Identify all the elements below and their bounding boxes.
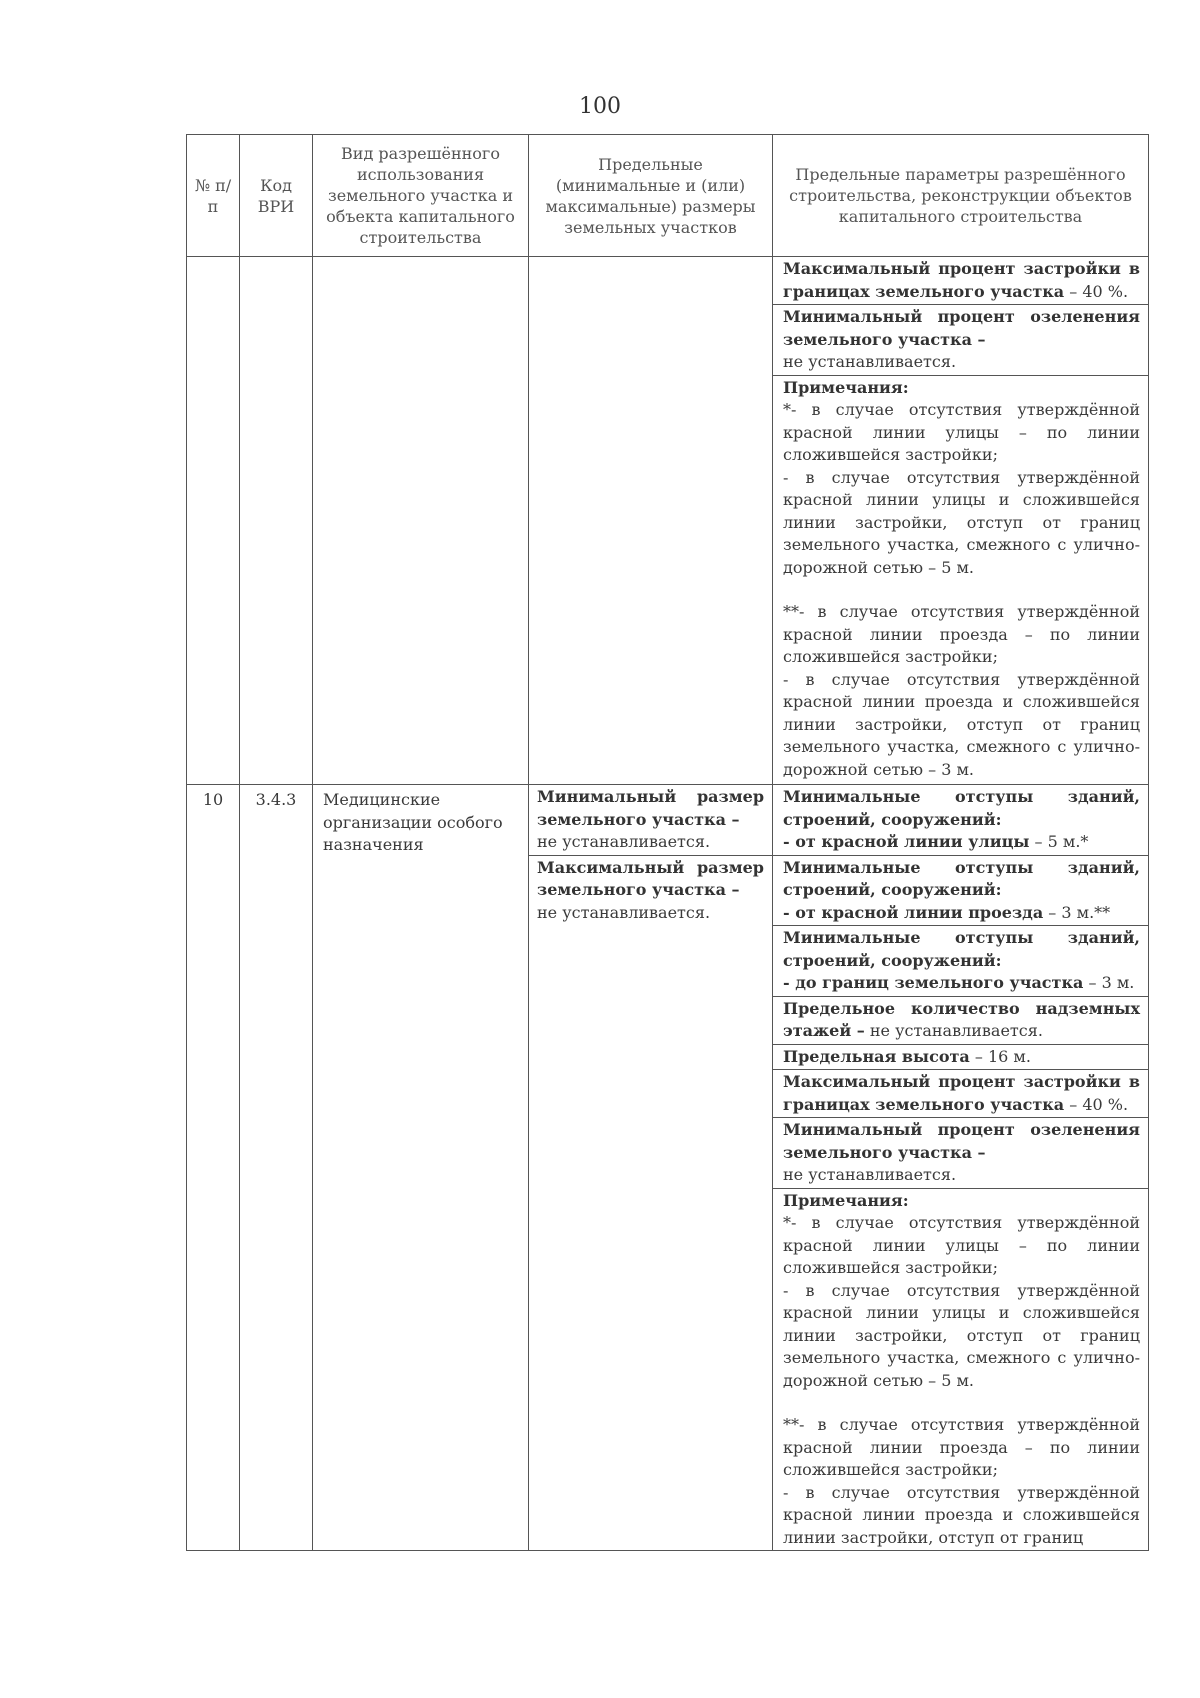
size-max: Максимальный размер земельного участка – не устанавливается. (537, 857, 764, 922)
param-notes: Примечания: *- в случае отсутствия утверждённой красной линии улицы – по линии сложившейся застройки; - в случае отсутствия утверждённой красной линии улицы и сложившейся линии застройки, отступ от границ земельного участка, смежного с улично-дорожной сетью – 5 м. **- в случае отсутствия утверждённой красной линии проезда – по линии сложившейся застройки; - в случае отсутствия утверждённой красной линии проезда и сложившейся линии застройки, отступ от границ (783, 1190, 1140, 1547)
regulations-table (186, 134, 1149, 1551)
header-code: Код ВРИ (240, 135, 313, 257)
page-number: 100 (579, 94, 621, 119)
header-row (187, 135, 1149, 257)
param-height: Предельная высота – 16 м. (773, 1045, 1148, 1071)
size-min: Минимальный размер земельного участка – не устанавливается. (529, 785, 772, 856)
cell-num-empty (187, 257, 240, 785)
param-floors: Предельное количество надземных этажей – не устанавливается. (773, 997, 1148, 1045)
header-type: Вид разрешённого использования земельного участка и объекта капитального строительства (313, 135, 529, 257)
param-offset-passage: Минимальные отступы зданий, строений, сооружений: - от красной линии проезда – 3 м.** (773, 856, 1148, 927)
param-build-percent: Максимальный процент застройки в границах земельного участка – 40 %. (773, 1070, 1148, 1118)
param-notes: Примечания: *- в случае отсутствия утверждённой красной линии улицы – по линии сложившейся застройки; - в случае отсутствия утверждённой красной линии улицы и сложившейся линии застройки, отступ от границ земельного участка, смежного с улично-дорожной сетью – 5 м. **- в случае отсутствия утверждённой красной линии проезда – по линии сложившейся застройки; - в случае отсутствия утверждённой красной линии проезда и сложившейся линии застройки, отступ от границ земельного участка, смежного с улично-дорожной сетью – 3 м. (783, 377, 1140, 779)
cell-sizes (529, 785, 773, 1551)
table-row-continued (187, 257, 1149, 785)
cell-params-continued (773, 257, 1149, 785)
param-offset-border: Минимальные отступы зданий, строений, сооружений: - до границ земельного участка – 3 м. (773, 926, 1148, 997)
param-green-percent: Минимальный процент озеленения земельного участка – не устанавливается. (773, 305, 1148, 376)
header-sizes: Предельные (минимальные и (или) максимальные) размеры земельных участков (529, 135, 773, 257)
cell-num: 10 (187, 785, 240, 1551)
header-num: № п/п (187, 135, 240, 257)
table-row-10 (187, 785, 1149, 1551)
cell-sizes-empty (529, 257, 773, 785)
cell-code: 3.4.3 (240, 785, 313, 1551)
param-build-percent: Максимальный процент застройки в границах земельного участка – 40 %. (773, 257, 1148, 305)
header-params: Предельные параметры разрешённого строительства, реконструкции объектов капитального строительства (773, 135, 1149, 257)
cell-type: Медицинские организации особого назначения (313, 785, 529, 1551)
param-green-percent: Минимальный процент озеленения земельного участка – не устанавливается. (773, 1118, 1148, 1189)
cell-params (773, 785, 1149, 1551)
cell-type-empty (313, 257, 529, 785)
param-offset-street: Минимальные отступы зданий, строений, сооружений: - от красной линии улицы – 5 м.* (773, 785, 1148, 856)
cell-code-empty (240, 257, 313, 785)
